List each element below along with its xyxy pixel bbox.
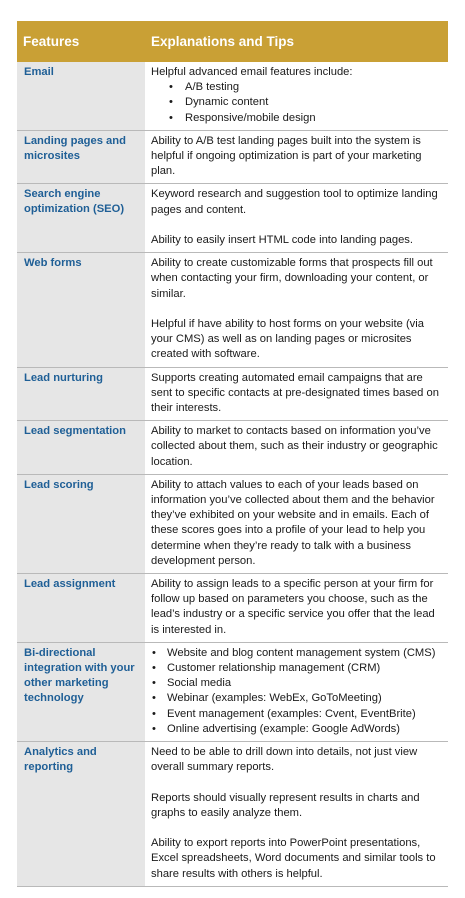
explanation-paragraph: Ability to export reports into PowerPoint presentations, Excel spreadsheets, Word documents and similar tools to share results with others is helpful. xyxy=(151,837,436,880)
bullet-icon: • xyxy=(169,111,173,124)
list-item-text: Social media xyxy=(167,677,232,690)
list-item xyxy=(151,707,444,722)
explanation-paragraph: Ability to create customizable forms that prospects fill out when contacting your firm, downloading your content, or similar. xyxy=(151,257,433,300)
table-row xyxy=(17,62,448,131)
table-row xyxy=(17,475,448,574)
explanation-paragraph: Helpful if have ability to host forms on your website (via your CMS) as well as on landing pages or microsites created with software. xyxy=(151,318,424,361)
feature-name: Lead scoring xyxy=(17,475,145,573)
feature-explanation xyxy=(145,253,448,366)
list-item-text: A/B testing xyxy=(185,81,240,94)
table-row xyxy=(17,742,448,887)
explanation-paragraph: Helpful advanced email features include: xyxy=(151,66,353,78)
header-explanations: Explanations and Tips xyxy=(151,34,295,49)
list-item-text: Webinar (examples: WebEx, GoToMeeting) xyxy=(167,692,382,705)
table-row xyxy=(17,131,448,185)
table-header xyxy=(17,21,448,62)
list-item xyxy=(151,646,444,661)
list-item xyxy=(151,80,444,95)
explanation-paragraph: Ability to attach values to each of your leads based on information you’ve collected about them and the behavior they’ve exhibited on your website and in emails. Each of these scores goes into a profile of your lead to help you determine when they’re ready to talk with a business development person. xyxy=(151,478,435,567)
bullet-list xyxy=(151,80,444,126)
features-table xyxy=(17,21,448,887)
table-row xyxy=(17,368,448,422)
list-item-text: Website and blog content management system (CMS) xyxy=(167,646,436,659)
table-row xyxy=(17,574,448,643)
feature-name: Bi-directional integration with your other marketing technology xyxy=(17,643,145,741)
explanation-paragraph: Keyword research and suggestion tool to optimize landing pages and content. xyxy=(151,188,438,216)
table-row xyxy=(17,184,448,253)
feature-name: Lead segmentation xyxy=(17,421,145,474)
explanation-paragraph: Supports creating automated email campaigns that are sent to specific contacts at pre-designated times based on their interests. xyxy=(151,371,439,415)
explanation-paragraph: Ability to A/B test landing pages built into the system is helpful if ongoing optimization is part of your marketing plan. xyxy=(151,134,422,178)
feature-name: Analytics and reporting xyxy=(17,742,145,886)
list-item-text: Event management (examples: Cvent, EventBrite) xyxy=(167,707,416,720)
list-item xyxy=(151,691,444,706)
list-item xyxy=(151,676,444,691)
table-body xyxy=(17,62,448,887)
feature-name: Landing pages and microsites xyxy=(17,131,145,184)
list-item-text: Dynamic content xyxy=(185,96,269,109)
feature-explanation xyxy=(145,574,448,642)
bullet-icon: • xyxy=(152,677,156,690)
feature-name: Search engine optimization (SEO) xyxy=(17,184,145,252)
bullet-icon: • xyxy=(152,707,156,720)
feature-explanation xyxy=(145,368,448,421)
feature-name: Email xyxy=(17,62,145,130)
explanation-paragraph: Reports should visually represent results in charts and graphs to easily analyze them. xyxy=(151,791,420,819)
table-row xyxy=(17,643,448,742)
list-item xyxy=(151,722,444,737)
feature-explanation xyxy=(145,643,448,741)
bullet-icon: • xyxy=(152,692,156,705)
feature-name: Lead assignment xyxy=(17,574,145,642)
list-item xyxy=(151,95,444,110)
header-features: Features xyxy=(23,34,80,49)
feature-explanation xyxy=(145,421,448,474)
explanation-paragraph: Ability to easily insert HTML code into landing pages. xyxy=(151,234,414,247)
feature-name: Web forms xyxy=(17,253,145,366)
bullet-icon: • xyxy=(152,646,156,659)
explanation-paragraph: Ability to market to contacts based on information you’ve collected about them, such as their industry or geographic location. xyxy=(151,425,438,468)
list-item xyxy=(151,111,444,126)
bullet-icon: • xyxy=(169,96,173,109)
table-row xyxy=(17,253,448,367)
feature-explanation xyxy=(145,475,448,573)
feature-explanation xyxy=(145,184,448,252)
list-item xyxy=(151,661,444,676)
table-row xyxy=(17,421,448,475)
bullet-icon: • xyxy=(169,81,173,94)
feature-explanation xyxy=(145,742,448,886)
feature-explanation xyxy=(145,131,448,184)
feature-name: Lead nurturing xyxy=(17,368,145,421)
feature-explanation xyxy=(145,62,448,130)
bullet-icon: • xyxy=(152,662,156,675)
list-item-text: Customer relationship management (CRM) xyxy=(167,662,381,675)
explanation-paragraph: Need to be able to drill down into details, not just view overall summary reports. xyxy=(151,746,418,774)
bullet-list xyxy=(151,646,444,737)
explanation-paragraph: Ability to assign leads to a specific person at your firm for follow up based on parameters you choose, such as the lead’s industry or a specific service you offer that the lead is interested in. xyxy=(151,578,435,636)
list-item-text: Responsive/mobile design xyxy=(185,111,316,124)
list-item-text: Online advertising (example: Google AdWords) xyxy=(167,722,400,735)
bullet-icon: • xyxy=(152,722,156,735)
